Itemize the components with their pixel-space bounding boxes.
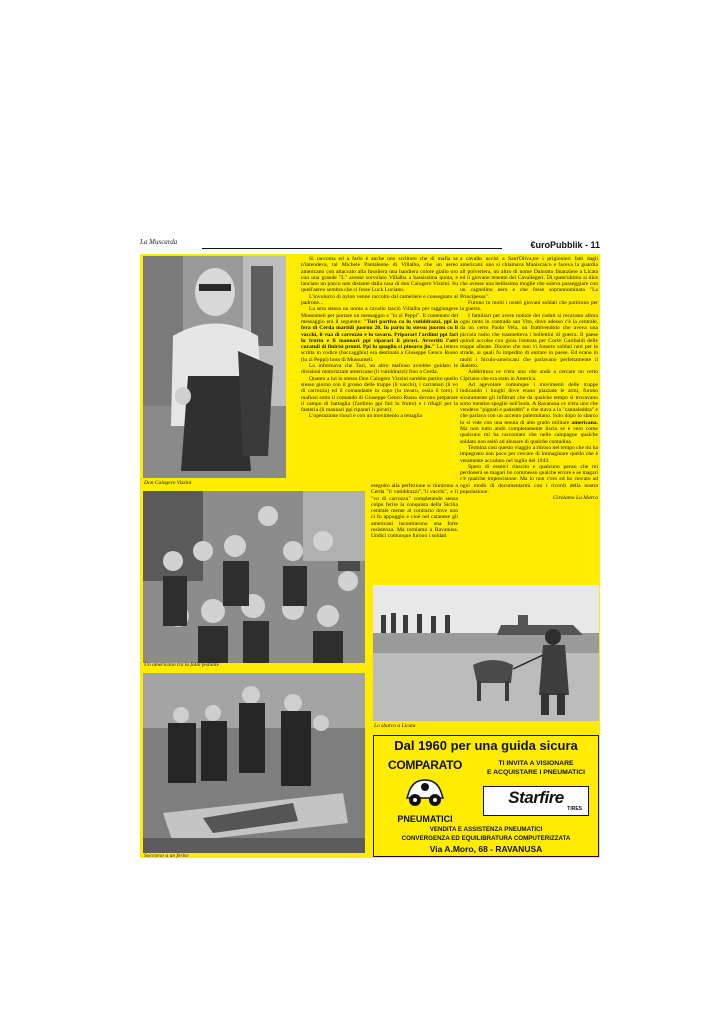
text-emphasis: americana. (571, 419, 598, 426)
ad-invite-line-1: TI INVITA A VISIONARE (498, 760, 574, 767)
paragraph: eseguito alla perfezione si riunirono a Cerda "li vutiddrazzi","li vacchi", e li "vo di carrozzu" completando senza colpo ferire la conquista della Sicilia centrale mente al contrario dove non ci fu appoggio e cioè nel catanese gli americani incontrarono una forte resistenza. Ma torniamo a Ravanusa. Undici comunque furono i soldati (371, 483, 458, 540)
photo-crowd (143, 491, 365, 663)
paragraph: Lo informava che Turi, un altro mafioso avrebbe guidato le divisioni motorizzate americane (li vutiddrazzi) fino a Cerda. (301, 363, 458, 376)
crowd-image (143, 491, 365, 663)
paragraph: a cavallo uccisi a Sant'Oliva,tre i prigionieri fatti dagli americani: uno si chiamava Maniscalco e faceva la guardia all polveriera, un altro di nome Dainotto finanziere a Licata ed il giovane tenente dei Cavallegeri. Di quest'ultimo si dice che avesse una bellissima moglie che soleva passeggiare con un cagnolino nero e che fosse soprannominata "La Principessa". (460, 256, 598, 300)
car-icon (403, 774, 447, 808)
ad-services-line-1: VENDITA E ASSISTENZA PNEUMATICI (429, 826, 543, 833)
ad-invite-line-2: E ACQUISTARE I PNEUMATICI (486, 769, 586, 776)
publication-name: uroPubblik (535, 240, 583, 250)
photo-landing (373, 585, 599, 721)
header-rule (202, 248, 502, 249)
paragraph: L'involucro di nylon venne raccolto dal cameriere e consegnato al padrone... (301, 293, 458, 307)
paragraph: Spero di esserci riuscito e qualcuno penso che mi perdonerà se magari ho commesso qualche errore e se magari c'è qualche imprecisione. Ma io non c'ero ed ho cercato ad ogni modo di documentarmi con i ricordi della nostra popolazione. (460, 463, 598, 495)
paragraph: Termina così questo viaggio a ritroso nel tempo che mi ha impegnato non poco per cercare di immaginare quello che è veramente accaduto nel luglio del 1943. (460, 444, 598, 464)
paragraph: Furono in molti i nostri giovani soldati che partirono per la guerra. (460, 300, 598, 313)
text-segment: Ad agevolare comunque i movimenti delle truppe indicando i luoghi dove erano piazzate le armi, furono sicuramente gli infiltrati che da qualche tempo si trovavano sotto mentire spoglie nell'isola. A Ravanusa ce n'era uno che vendeva "pignati e padeddri" e che stava a la "cannaleddra" e che parlava con un accento palermitano. Solo dopo lo sbarco lo si vide con una tenuta di alto grado militare (460, 381, 598, 426)
caption-photo1: Don Calogero Vizzini (144, 480, 192, 486)
paragraph: I familiari per avere notizie dei caduti si recavano allora ogni tanto in contrada san Vito, dove adesso c'è la centrale, da un certo Paolo Vela, un fruttivendolo che aveva una piccola radio che trasmetteva i bollettini di guerra. Il paese quindi accolse con gioia l'entrata per Corso Garibaldi delle truppe alleate. Dicono che non vi fossero soldati neri per le strade, ai quali fu impedito di entrare in paese. Ed erano in molti i Siculo-americani che parlavano perfettamente il dialetto. (460, 312, 598, 370)
page-number: - 11 (584, 240, 600, 250)
paragraph: Addirittura ce n'era uno che andò a cercare un certo Cipriano che era stato in America. (460, 369, 598, 382)
paragraph: L'operazione riuscì e con un movimento a tenaglia (309, 413, 422, 420)
photo-wounded (143, 673, 365, 853)
paragraph: Quanto a lui lo stesso Don Calogero Vizzini sarebbe partito quello stesso giorno con il grosso delle truppe (li vacchi), i carramati (li vo di carrozzu) ed il comandante in capo (lu tavaru, ossia il toro). I mafiosi sotto il comando di Giuseppe Genco Russo devono preparare il campo di battaglia (l'ardimo ppi fari lu frutto) e i rifugli per la fanteria (li mannari ppi riparari li picuri). (301, 375, 458, 414)
caption-photo2: Un americano tra la folla festante (144, 662, 220, 668)
article-column-1 (301, 256, 458, 420)
text-segment: La sera stessa un uomo a cavallo lasciò Villalba per raggiungere Mussomeli per portare un messaggio a "lu zi Peppi". Il contenuto del messaggio era il seguente: (301, 306, 458, 325)
starfire-logo (483, 786, 589, 816)
author-signature: Girolamo La Marca (553, 495, 598, 502)
comparato-logo (379, 758, 471, 824)
masthead (140, 238, 600, 254)
text-segment: La lettera scritta in codice (baccagghiu) era destinata a Giuseppe Genco Russo (lu zi Peppi) boss di Mussumeli. (301, 344, 459, 363)
tire-advertisement (373, 735, 599, 857)
caption-photo3: Soccorso a un ferito (144, 853, 189, 859)
comparato-subtitle: PNEUMATICI (397, 814, 453, 824)
text-segment: Ma non tutto andò completamente liscio se è vero come qualcuno mi ha raccontato che nelle campagne qualche soldato non esitò ad abusare di qualche contadina. (460, 426, 598, 445)
euro-symbol: € (530, 240, 536, 250)
caption-photo4: Lo sbarco a Licata (374, 723, 416, 729)
ad-services-line-2: CONVERGENZA ED EQUILIBRATURA COMPUTERIZZATA (401, 835, 571, 842)
publication-label (530, 240, 600, 250)
ad-title: Dal 1960 per una guida sicura (394, 738, 578, 753)
photo-don-calogero (143, 256, 286, 478)
comparato-name: COMPARATO (388, 758, 462, 772)
landing-image (373, 585, 599, 721)
newspaper-logo: La Muscarda (140, 238, 178, 246)
coded-message: "Turi partiva cu lu vutiddrazzi, ppi la fera di Cerda martidì juornu 20. Iu partu lu stessu juornu cu li vacchi, li vua di carrozzu e lu tavaru. Pripararl l'ardimi ppi fari lu fruttu e li mannari ppi riparari li picuri. Avvertiti l'atri curatuli di finirisi pronti. Ppi lu quagliu ci pinsavu jiu." (301, 318, 458, 351)
article-column-1-continued (371, 483, 458, 540)
paragraph: Si racconta ed a farlo è anche uno scrittore che di mafia se n'intendeva, tal Michele Pantaleone di Villalba, che un aereo americano con attaccato alla fusoliera una bandiera colore giallo oro con una grande "L" avesse sorvolato Villalba a bassissima quota, e lanciato un pacco non distante dalla casa di don Calogero Vizzini. Su quell'aereo sembra che ci fosse Luck Luciano. (301, 256, 458, 294)
starfire-brand: Starfire (508, 788, 564, 807)
article-column-2 (460, 256, 598, 502)
ad-address: Via A.Moro, 68 - RAVANUSA (429, 844, 543, 854)
wounded-image (143, 673, 365, 853)
paragraph (460, 382, 598, 445)
portrait-image (143, 256, 286, 478)
paragraph (301, 306, 458, 363)
starfire-tires: TIRES (567, 806, 582, 812)
